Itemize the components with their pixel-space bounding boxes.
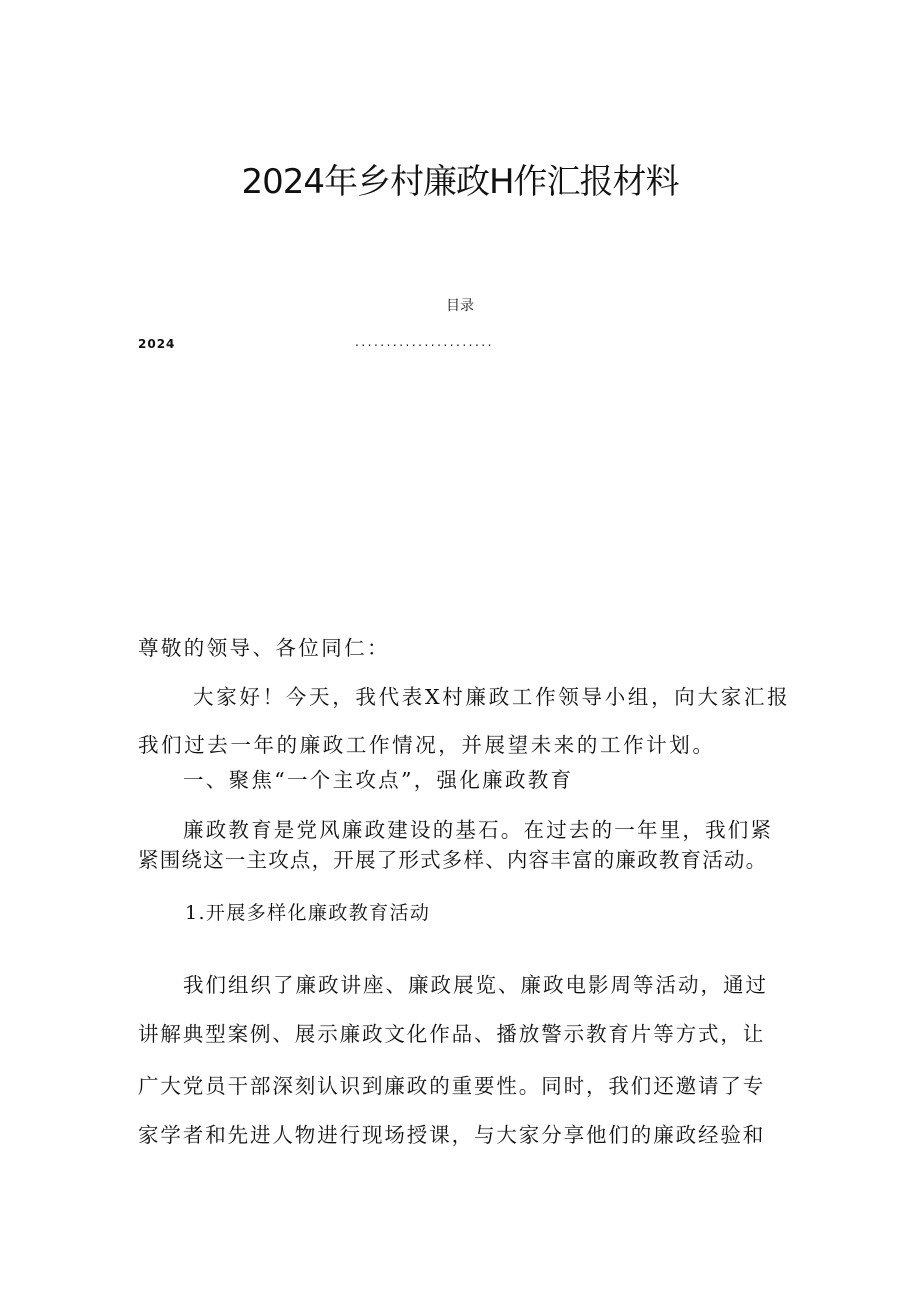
salutation: 尊敬的领导、各位同仁： bbox=[138, 636, 390, 660]
toc-heading: 目录 bbox=[446, 298, 474, 314]
subsection-1-heading: 1.开展多样化廉政教育活动 bbox=[185, 902, 431, 924]
intro-line-2: 我们过去一年的廉政工作情况，并展望未来的工作计划。 bbox=[138, 733, 716, 757]
toc-entry-label[interactable]: 2024 bbox=[138, 337, 176, 351]
subsection-1-para-line-1: 我们组织了廉政讲座、廉政展览、廉政电影周等活动，通过 bbox=[183, 973, 768, 997]
subsection-1-para-line-3: 广大党员干部深刻认识到廉政的重要性。同时，我们还邀请了专 bbox=[138, 1074, 766, 1098]
section-1-para-line-1: 廉政教育是党风廉政建设的基石。在过去的一年里，我们紧 bbox=[183, 818, 774, 842]
toc-entry-leader: ...................... bbox=[355, 335, 494, 349]
intro-line-1: 大家好！今天，我代表X村廉政工作领导小组，向大家汇报 bbox=[193, 685, 791, 709]
subsection-1-para-line-2: 讲解典型案例、展示廉政文化作品、播放警示教育片等方式，让 bbox=[138, 1022, 766, 1046]
document-title: 2024年乡村廉政H作汇报材料 bbox=[241, 162, 679, 202]
section-1-para-line-2: 紧围绕这一主攻点，开展了形式多样、内容丰富的廉政教育活动。 bbox=[138, 848, 768, 872]
subsection-1-para-line-4: 家学者和先进人物进行现场授课，与大家分享他们的廉政经验和 bbox=[138, 1123, 766, 1147]
section-1-heading: 一、聚焦“一个主攻点”，强化廉政教育 bbox=[183, 768, 574, 792]
